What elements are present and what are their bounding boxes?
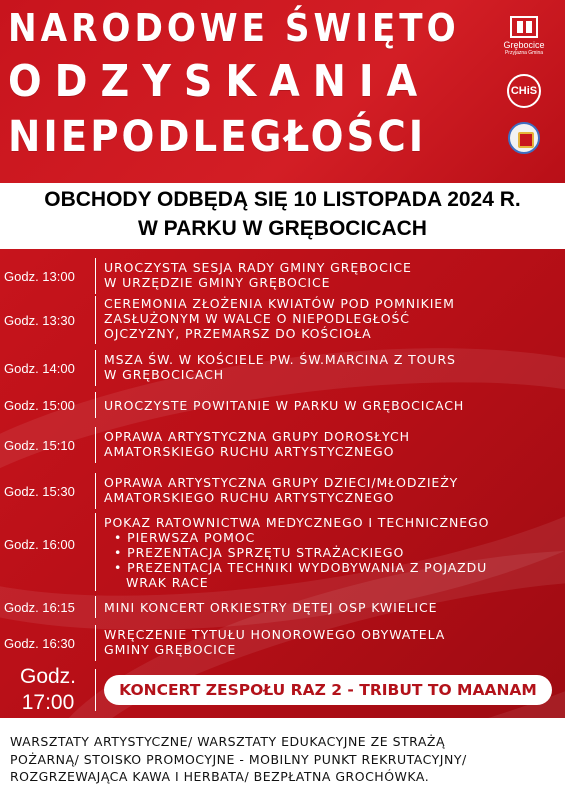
schedule-time: Godz. 15:00 — [4, 398, 75, 413]
description-line: W URZĘDZIE GMINY GRĘBOCICE — [104, 275, 331, 290]
schedule-item — [0, 350, 565, 386]
highlight-time-value: 17:00 — [21, 691, 75, 714]
concert-highlight-banner: KONCERT ZESPOŁU RAZ 2 - TRIBUT TO MAANAM — [104, 675, 552, 705]
footer-line: POŻARNĄ/ STOISKO PROMOCYJNE - MOBILNY PUNKT REKRUTACYJNY/ — [10, 752, 467, 767]
schedule-item — [0, 258, 565, 294]
date-location-band — [0, 183, 565, 249]
schedule-item — [0, 427, 565, 463]
chis-logo-icon — [507, 74, 541, 108]
grebocice-logo-icon — [510, 16, 538, 38]
title-line-2: ODZYSKANIA — [8, 56, 431, 107]
grebocice-logo-name: Grębocice — [503, 40, 545, 50]
schedule-time: Godz. 15:30 — [4, 484, 75, 499]
schedule-section — [0, 249, 565, 718]
bullet-text: PREZENTACJA TECHNIKI WYDOBYWANIA Z POJAZDU — [127, 560, 488, 575]
schedule-item — [0, 513, 565, 591]
schedule-description — [104, 627, 559, 657]
bullet-item: • PREZENTACJA TECHNIKI WYDOBYWANIA Z POJAZDU — [114, 560, 488, 575]
schedule-description — [104, 352, 559, 382]
highlight-time-label: Godz. — [19, 665, 77, 688]
schedule-item — [0, 296, 565, 344]
description-line: AMATORSKIEGO RUCHU ARTYSTYCZNEGO — [104, 490, 395, 505]
schedule-divider — [95, 473, 96, 509]
title-line-1: NARODOWE ŚWIĘTO — [8, 6, 460, 50]
bullet-item: • PIERWSZA POMOC — [114, 530, 256, 545]
schedule-time: Godz. 16:15 — [4, 600, 75, 615]
grebocice-logo-subtitle: Przyjazna Gmina — [504, 50, 544, 56]
schedule-divider — [95, 350, 96, 386]
chis-logo — [496, 74, 552, 108]
schedule-item — [0, 596, 565, 618]
description-line: OJCZYZNY, PRZEMARSZ DO KOŚCIOŁA — [104, 326, 372, 341]
schedule-description — [104, 296, 559, 341]
description-line: WRĘCZENIE TYTUŁU HONOROWEGO OBYWATELA — [104, 627, 446, 642]
schedule-divider — [95, 427, 96, 463]
bullet-item: • PREZENTACJA SPRZĘTU STRAŻACKIEGO — [114, 545, 405, 560]
chis-logo-text: CHiS — [510, 85, 538, 97]
poster-footer — [0, 718, 565, 800]
description-line: OPRAWA ARTYSTYCZNA GRUPY DOROSŁYCH — [104, 429, 410, 444]
schedule-time: Godz. 16:30 — [4, 636, 75, 651]
footer-line: WARSZTATY ARTYSTYCZNE/ WARSZTATY EDUKACYJNE ZE STRAŻĄ — [10, 734, 446, 749]
schedule-divider — [95, 669, 96, 711]
schedule-description — [104, 429, 559, 459]
description-line: CEREMONIA ZŁOŻENIA KWIATÓW POD POMNIKIEM — [104, 296, 455, 311]
schedule-description — [104, 475, 559, 505]
schedule-description — [104, 515, 559, 590]
schedule-time: Godz. 13:30 — [4, 313, 75, 328]
grebocice-logo — [496, 16, 552, 56]
footer-line: ROZGRZEWAJĄCA KAWA I HERBATA/ BEZPŁATNA GROCHÓWKA. — [10, 769, 430, 784]
bullet-text: PIERWSZA POMOC — [127, 530, 256, 545]
description-line: ZASŁUŻONYM W WALCE O NIEPODLEGŁOŚĆ — [104, 311, 410, 326]
description-line: UROCZYSTA SESJA RADY GMINY GRĘBOCICE — [104, 260, 412, 275]
description-line: W GRĘBOCICACH — [104, 367, 225, 382]
description-line: AMATORSKIEGO RUCHU ARTYSTYCZNEGO — [104, 444, 395, 459]
schedule-divider — [95, 625, 96, 661]
poster-header — [0, 0, 565, 183]
event-location: W PARKU W GRĘBOCICACH — [138, 217, 427, 240]
title-line-3: NIEPODLEGŁOŚCI — [8, 112, 427, 162]
schedule-time: Godz. 16:00 — [4, 537, 75, 552]
schedule-divider — [95, 258, 96, 294]
schedule-description — [104, 260, 559, 290]
bullet-continuation: WRAK RACE — [126, 575, 209, 590]
description-line: OPRAWA ARTYSTYCZNA GRUPY DZIECI/MŁODZIEŻY — [104, 475, 459, 490]
schedule-item — [0, 392, 565, 418]
schedule-divider — [95, 296, 96, 344]
event-date: OBCHODY ODBĘDĄ SIĘ 10 LISTOPADA 2024 R. — [44, 188, 521, 211]
fire-brigade-emblem-icon — [508, 122, 540, 154]
schedule-divider — [95, 596, 96, 618]
description-line: UROCZYSTE POWITANIE W PARKU W GRĘBOCICACH — [104, 398, 465, 413]
schedule-time: Godz. 14:00 — [4, 361, 75, 376]
description-line: POKAZ RATOWNICTWA MEDYCZNEGO I TECHNICZNEGO — [104, 515, 490, 530]
schedule-item — [0, 625, 565, 661]
schedule-description — [104, 398, 559, 413]
fire-brigade-logo — [496, 122, 552, 154]
description-line: GMINY GRĘBOCICE — [104, 642, 237, 657]
schedule-time: Godz. 13:00 — [4, 269, 75, 284]
bullet-text: PREZENTACJA SPRZĘTU STRAŻACKIEGO — [127, 545, 405, 560]
highlight-time — [4, 664, 92, 716]
schedule-description — [104, 600, 559, 615]
schedule-divider — [95, 392, 96, 418]
description-line: MSZA ŚW. W KOŚCIELE PW. ŚW.MARCINA Z TOURS — [104, 352, 456, 367]
schedule-divider — [95, 513, 96, 591]
description-line: MINI KONCERT ORKIESTRY DĘTEJ OSP KWIELICE — [104, 600, 438, 615]
schedule-item — [0, 473, 565, 509]
schedule-time: Godz. 15:10 — [4, 438, 75, 453]
